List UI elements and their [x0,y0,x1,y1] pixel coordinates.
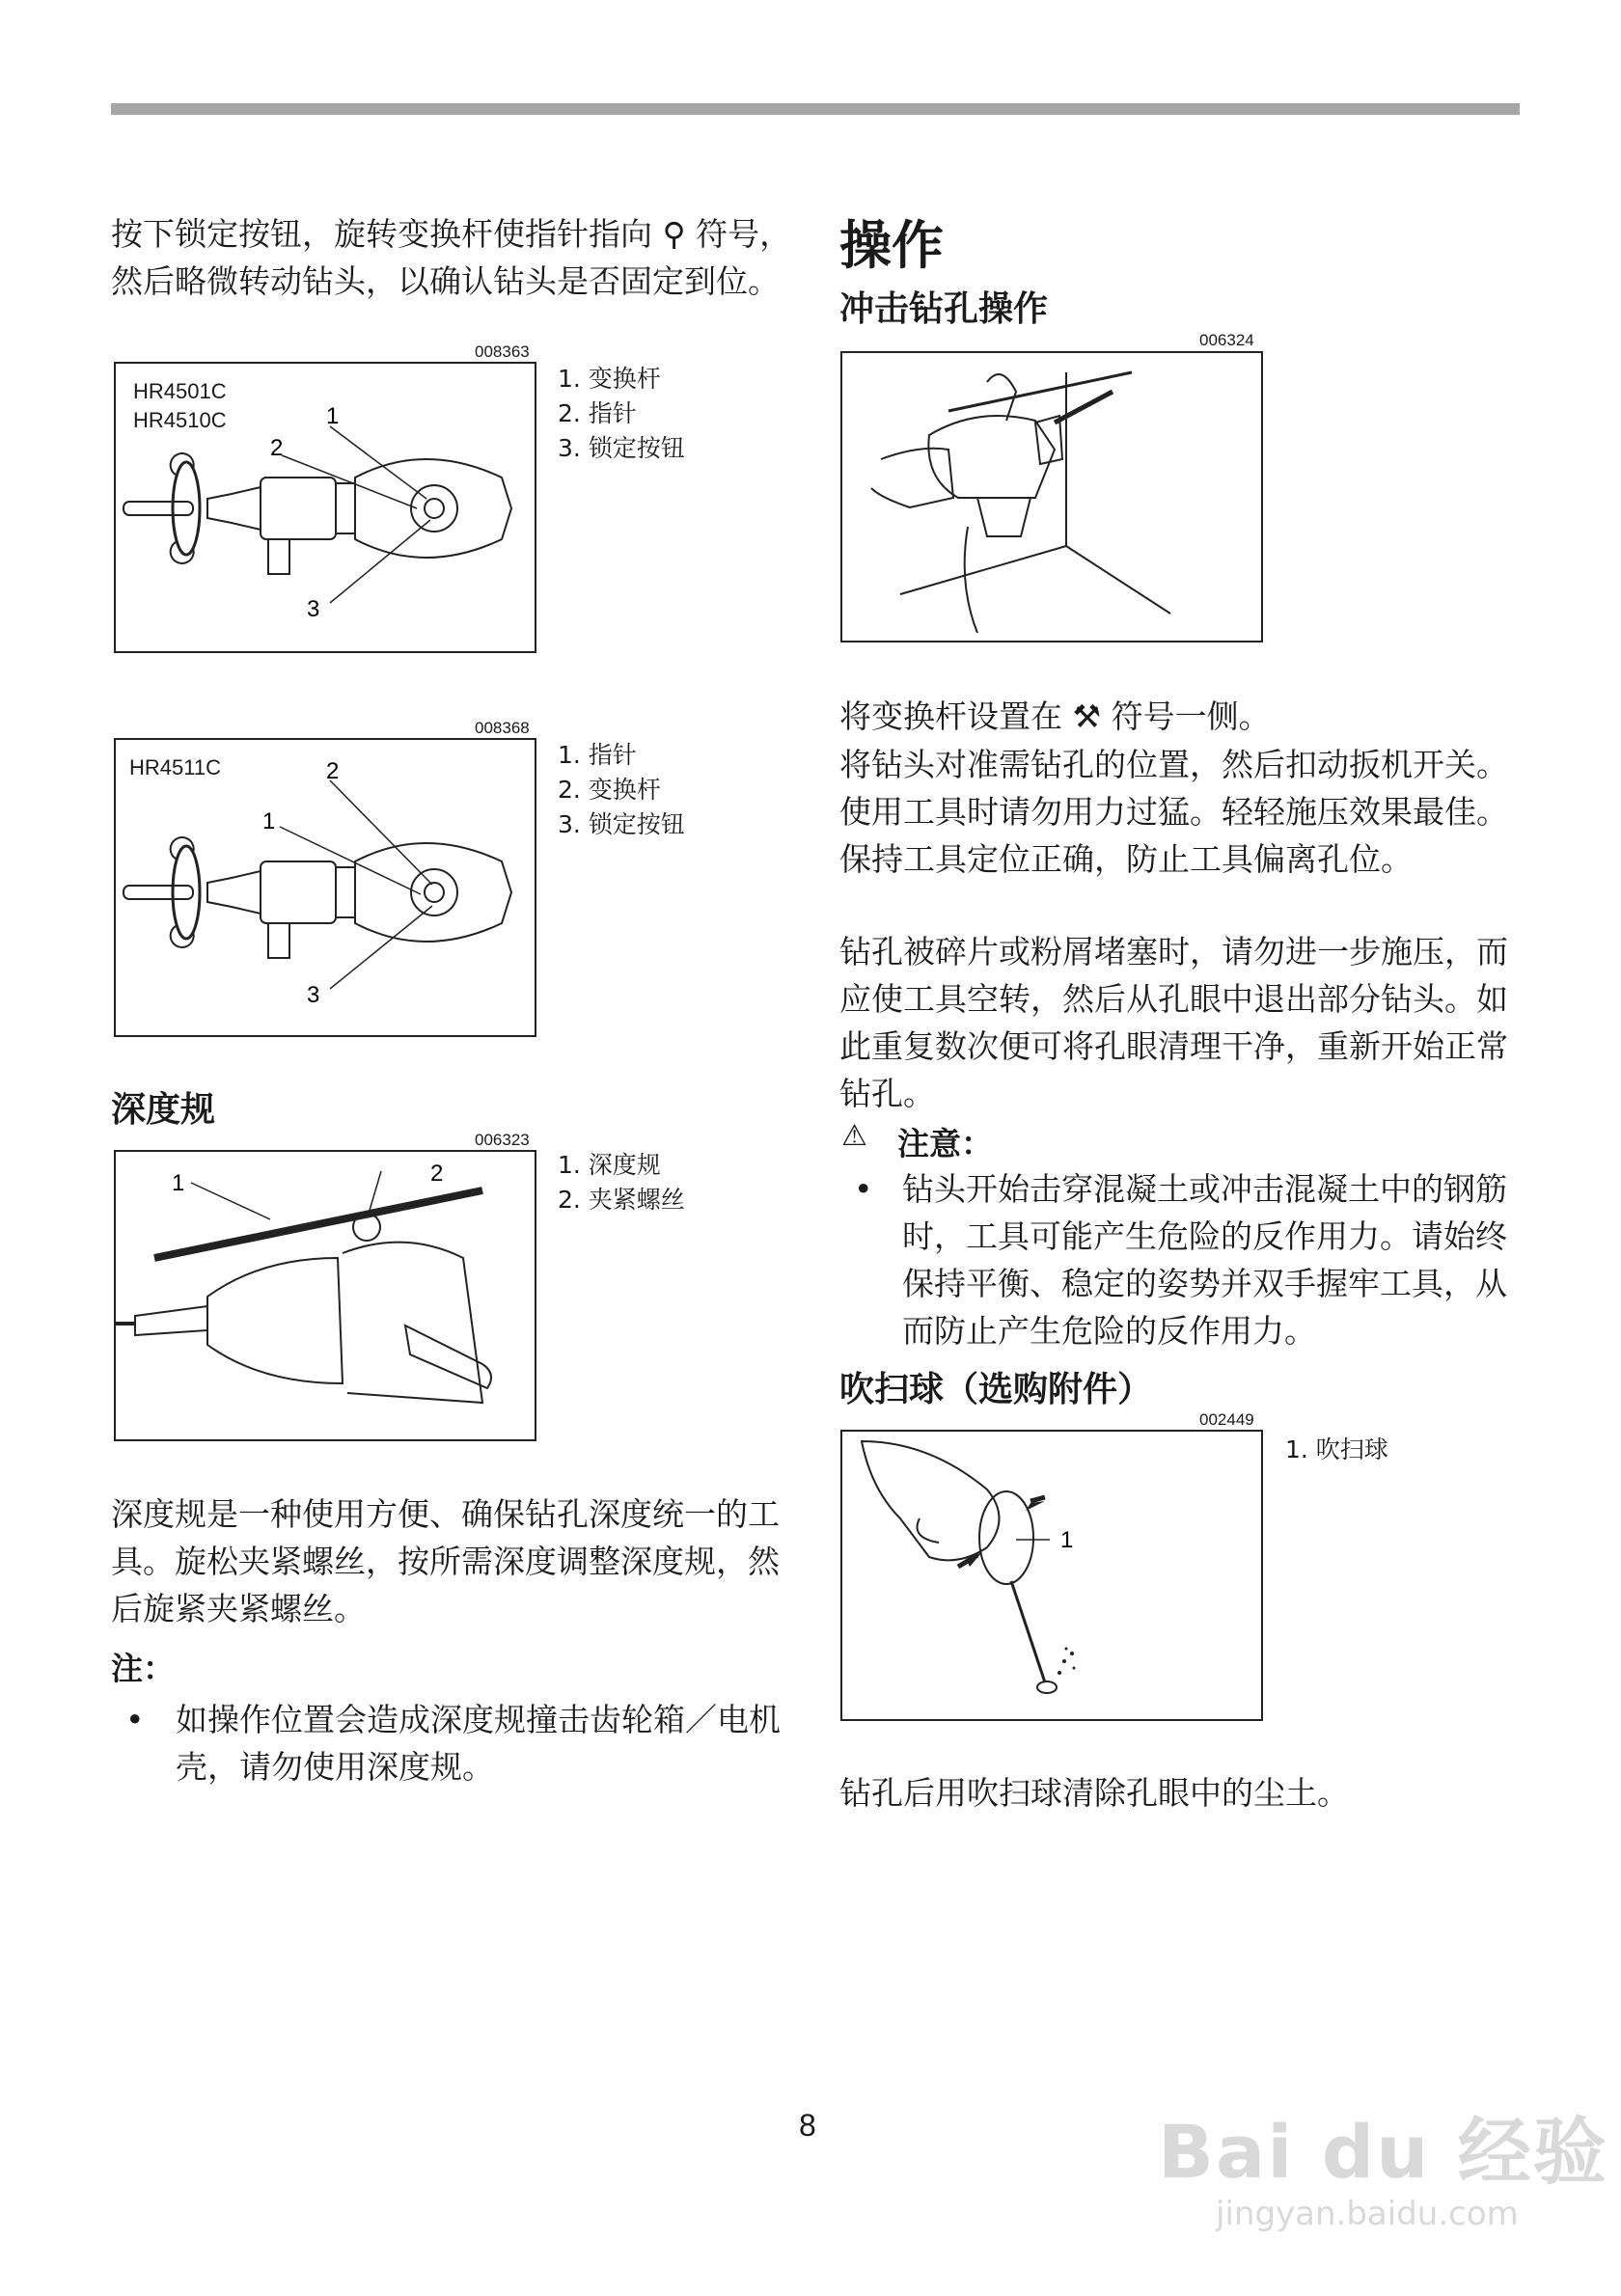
drill-head-illustration [116,740,535,1035]
figure-blow-out-bulb [840,1430,1263,1721]
intro-paragraph: 按下锁定按钮，旋转变换杆使指针指向 ⚲ 符号，然后略微转动钻头，以确认钻头是否固定到位。 [111,215,792,300]
figure-code: 008363 [475,342,530,361]
callout-2: 2 [270,435,284,461]
drilling-instructions-paragraph: 将钻头对准需钻孔的位置，然后扣动扳机开关。使用工具时请勿用力过猛。轻轻施压效果最佳。保持工具定位正确，防止工具偏离孔位。 [839,746,1508,878]
lever-setting-paragraph: 将变换杆设置在 ⚒ 符号一侧。 [839,697,1271,735]
model-label: HR4501C HR4510C [133,379,227,432]
figure-hammer-drilling [840,351,1263,642]
clogging-paragraph: 钻孔被碎片或粉屑堵塞时，请勿进一步施压，而应使工具空转，然后从孔眼中退出部分钻头。如此重复数次便可将孔眼清理干净，重新开始正常钻孔。 [839,933,1508,1112]
caution-bullet: • 钻头开始击穿混凝土或冲击混凝土中的钢筋时，工具可能产生危险的反作用力。请始终保持平衡、稳定的姿势并双手握牢工具，从而防止产生危险的反作用力。 [854,1170,1507,1350]
page-number: 8 [799,2108,816,2143]
callout-2: 2 [430,1161,444,1187]
figure-code: 002449 [1199,1410,1254,1429]
callout-2: 2 [326,758,340,784]
figure-legend: 1. 变换杆 2. 指针 3. 锁定按钮 [558,365,685,462]
callout-3: 3 [307,982,320,1008]
callout-1: 1 [172,1170,185,1196]
blow-out-bulb-illustration [842,1432,1261,1719]
caution-label: 注意： [897,1125,993,1162]
figure-depth-gauge [114,1150,536,1441]
figure-change-lever-2 [114,738,536,1037]
callout-1: 1 [1060,1527,1074,1553]
callout-3: 3 [307,596,320,622]
depth-gauge-illustration [116,1152,535,1439]
callout-1: 1 [326,403,340,429]
figure-legend: 1. 深度规 2. 夹紧螺丝 [558,1151,685,1214]
figure-code: 006324 [1199,331,1254,349]
header-rule [111,103,1520,115]
hammer-drilling-illustration [842,353,1261,641]
page-title: 操作 [839,215,944,276]
section-heading-depth-gauge: 深度规 [111,1090,216,1130]
note-label: 注： [111,1650,175,1687]
blow-out-paragraph: 钻孔后用吹扫球清除孔眼中的尘土。 [839,1774,1349,1812]
figure-legend: 1. 指针 2. 变换杆 3. 锁定按钮 [558,741,685,838]
figure-legend: 1. 吹扫球 [1285,1435,1388,1463]
section-heading-hammer-drilling: 冲击钻孔操作 [839,289,1049,329]
model-label: HR4511C [129,755,221,779]
depth-gauge-paragraph: 深度规是一种使用方便、确保钻孔深度统一的工具。旋松夹紧螺丝，按所需深度调整深度规，然后旋紧夹紧螺丝。 [111,1495,780,1627]
watermark-url: jingyan.baidu.com [1216,2195,1519,2233]
section-heading-blow-out-bulb: 吹扫球（选购附件） [839,1370,1153,1409]
callout-1: 1 [262,808,276,834]
figure-code: 008368 [475,719,530,737]
warning-icon: ⚠ [841,1119,867,1153]
note-bullet: • 如操作位置会造成深度规撞击齿轮箱／电机壳，请勿使用深度规。 [125,1701,781,1786]
figure-code: 006323 [475,1131,530,1149]
figure-change-lever-1 [114,362,536,653]
watermark-logo: Bai du 经验 [1158,2109,1608,2195]
